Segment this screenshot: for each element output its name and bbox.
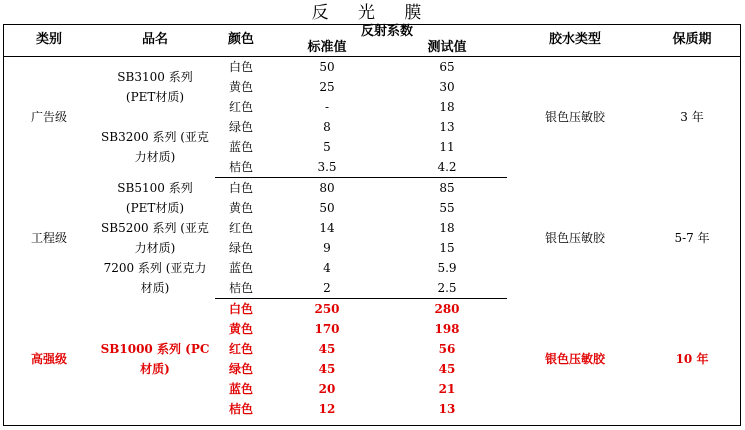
product-name: SB5100 系列 (PET材质): [117, 181, 193, 215]
color-cell: 蓝色: [228, 261, 253, 275]
color-cell: 绿色: [228, 362, 253, 376]
page-title: 反 光 膜: [311, 3, 434, 23]
category-cell: 高强级: [30, 351, 67, 366]
standard-cell: 50: [319, 201, 335, 215]
tested-cell: 15: [439, 241, 455, 255]
product-name: 7200 系列 (亚克力材质): [103, 261, 207, 295]
tested-cell: 2.5: [387, 278, 507, 299]
table-row: [3, 57, 741, 78]
tested-cell: 65: [439, 60, 455, 74]
standard-cell: 3.5: [267, 157, 387, 178]
color-cell: 桔色: [215, 278, 267, 299]
standard-cell: 14: [319, 221, 335, 235]
tested-cell: 11: [439, 140, 455, 154]
product-name: SB3100 系列 (PET材质): [117, 70, 193, 105]
header-adhesive: 胶水类型: [549, 32, 602, 47]
warranty-cell: 10 年: [675, 351, 709, 366]
header-warranty: 保质期: [672, 32, 712, 47]
standard-cell: 12: [318, 402, 336, 416]
tested-cell: 4.2: [387, 157, 507, 178]
table-row: [3, 299, 741, 320]
header-standard: 标准值: [307, 40, 347, 55]
header-tested: 测试值: [427, 40, 467, 55]
color-cell: 蓝色: [228, 382, 253, 396]
tested-cell: 45: [438, 362, 456, 376]
standard-cell: 4: [323, 261, 331, 275]
warranty-cell: 3 年: [680, 110, 704, 125]
standard-cell: 9: [323, 241, 331, 255]
tested-cell: 21: [438, 382, 456, 396]
color-cell: 桔色: [215, 157, 267, 178]
color-cell: 红色: [228, 100, 253, 114]
tested-cell: 280: [434, 302, 460, 316]
standard-cell: 45: [318, 362, 336, 376]
standard-cell: 25: [319, 80, 335, 94]
reflective-film-table: [3, 24, 741, 419]
table-header: [3, 24, 741, 57]
tested-cell: 13: [438, 402, 456, 416]
standard-cell: 45: [318, 342, 336, 356]
header-color: 颜色: [227, 32, 254, 47]
color-cell: 绿色: [228, 120, 253, 134]
standard-cell: 80: [319, 181, 335, 195]
product-name: SB3200 系列 (亚克力材质): [101, 130, 209, 165]
color-cell: 黄色: [228, 322, 253, 336]
table-body: [3, 57, 741, 420]
color-cell: 绿色: [228, 241, 253, 255]
tested-cell: 56: [438, 342, 456, 356]
color-cell: 桔色: [228, 402, 253, 416]
color-cell: 红色: [228, 342, 253, 356]
standard-cell: 20: [318, 382, 336, 396]
header-category: 类别: [35, 32, 62, 47]
color-cell: 白色: [228, 181, 253, 195]
tested-cell: 18: [439, 221, 455, 235]
product-cell: [95, 178, 215, 299]
color-cell: 黄色: [228, 80, 253, 94]
standard-cell: -: [324, 100, 330, 114]
standard-cell: 2: [267, 278, 387, 299]
color-cell: 黄色: [228, 201, 253, 215]
product-cell: [95, 57, 215, 178]
tested-cell: 18: [439, 100, 455, 114]
color-cell: 白色: [228, 60, 253, 74]
tested-cell: 5.9: [437, 261, 457, 275]
tested-cell: 30: [439, 80, 455, 94]
adhesive-cell: 银色压敏胶: [545, 351, 606, 366]
adhesive-cell: 银色压敏胶: [545, 110, 606, 125]
standard-cell: 250: [314, 302, 340, 316]
color-cell: 红色: [228, 221, 253, 235]
header-reflect: 反射系数: [361, 24, 414, 39]
color-cell: 蓝色: [228, 140, 253, 154]
category-cell: 广告级: [30, 110, 67, 125]
standard-cell: 8: [323, 120, 331, 134]
standard-cell: 170: [314, 322, 340, 336]
table-row: [3, 178, 741, 199]
header-product: 品名: [141, 32, 168, 47]
category-cell: 工程级: [30, 231, 67, 245]
standard-cell: 5: [323, 140, 331, 154]
color-cell: 白色: [228, 302, 253, 316]
tested-cell: 85: [439, 181, 455, 195]
adhesive-cell: 银色压敏胶: [545, 231, 606, 245]
tested-cell: 55: [439, 201, 455, 215]
tested-cell: 13: [439, 120, 455, 134]
tested-cell: 198: [434, 322, 460, 336]
product-name: SB1000 系列 (PC材质): [100, 341, 210, 376]
product-cell: [95, 299, 215, 420]
standard-cell: 50: [319, 60, 335, 74]
product-name: SB5200 系列 (亚克力材质): [101, 221, 209, 255]
warranty-cell: 5-7 年: [674, 231, 710, 245]
